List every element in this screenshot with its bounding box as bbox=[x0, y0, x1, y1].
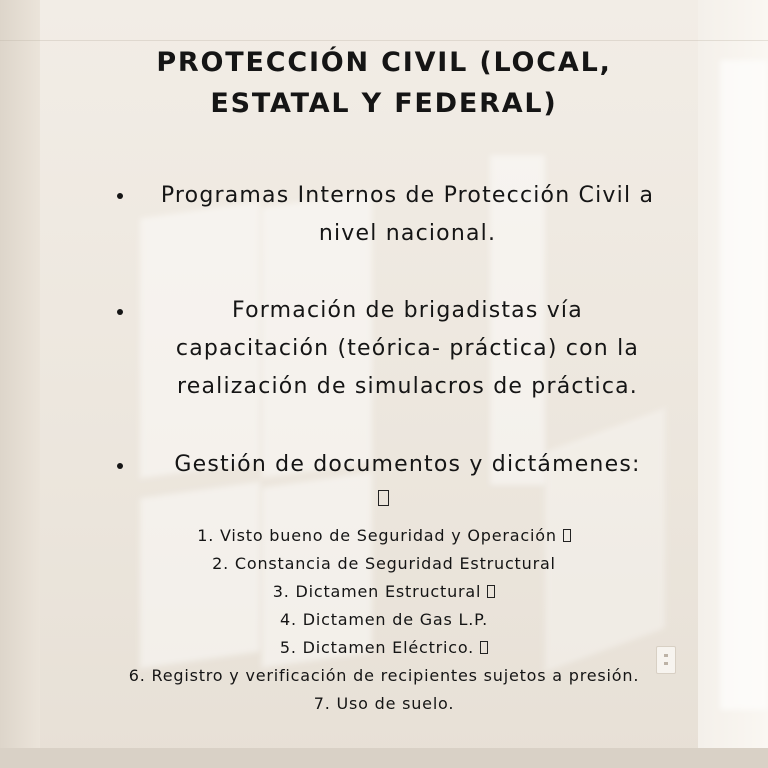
bullet-dot bbox=[117, 309, 123, 315]
bullet-dot bbox=[117, 463, 123, 469]
title-line: ESTATAL Y FEDERAL) bbox=[210, 88, 558, 119]
list-item: 6. Registro y verificación de recipientes sujetos a presión. bbox=[128, 666, 640, 685]
list-item: 3. Dictamen Estructural bbox=[0, 578, 768, 606]
bullet-line: realización de simulacros de práctica. bbox=[176, 374, 639, 399]
bullet-line: Formación de brigadistas vía bbox=[232, 298, 583, 323]
bullet-text bbox=[130, 292, 685, 406]
list-item: 4. Dictamen de Gas L.P. bbox=[279, 610, 488, 629]
bullet-line: Gestión de documentos y dictámenes: bbox=[174, 452, 641, 477]
list-item: 2. Constancia de Seguridad Estructural bbox=[212, 554, 556, 573]
placeholder-glyph-icon bbox=[480, 641, 488, 654]
title-line: PROTECCIÓN CIVIL (LOCAL, bbox=[156, 47, 612, 78]
bullet-text bbox=[130, 446, 685, 484]
list-item: 7. Uso de suelo. bbox=[313, 694, 455, 713]
bullet-line: nivel nacional. bbox=[318, 221, 497, 246]
placeholder-glyph-icon bbox=[378, 490, 389, 506]
bullet-line: Programas Internos de Protección Civil a bbox=[160, 183, 655, 208]
list-item: 1. Visto bueno de Seguridad y Operación bbox=[0, 522, 768, 550]
bullet-line: capacitación (teórica- práctica) con la bbox=[175, 336, 640, 361]
bullet-text bbox=[130, 177, 685, 253]
page-title bbox=[0, 42, 768, 124]
list-item: 5. Dictamen Eléctrico. bbox=[0, 634, 768, 662]
placeholder-glyph-icon bbox=[563, 529, 571, 542]
bullet-dot bbox=[117, 193, 123, 199]
placeholder-glyph-icon bbox=[487, 585, 495, 598]
documents-list bbox=[0, 522, 768, 718]
